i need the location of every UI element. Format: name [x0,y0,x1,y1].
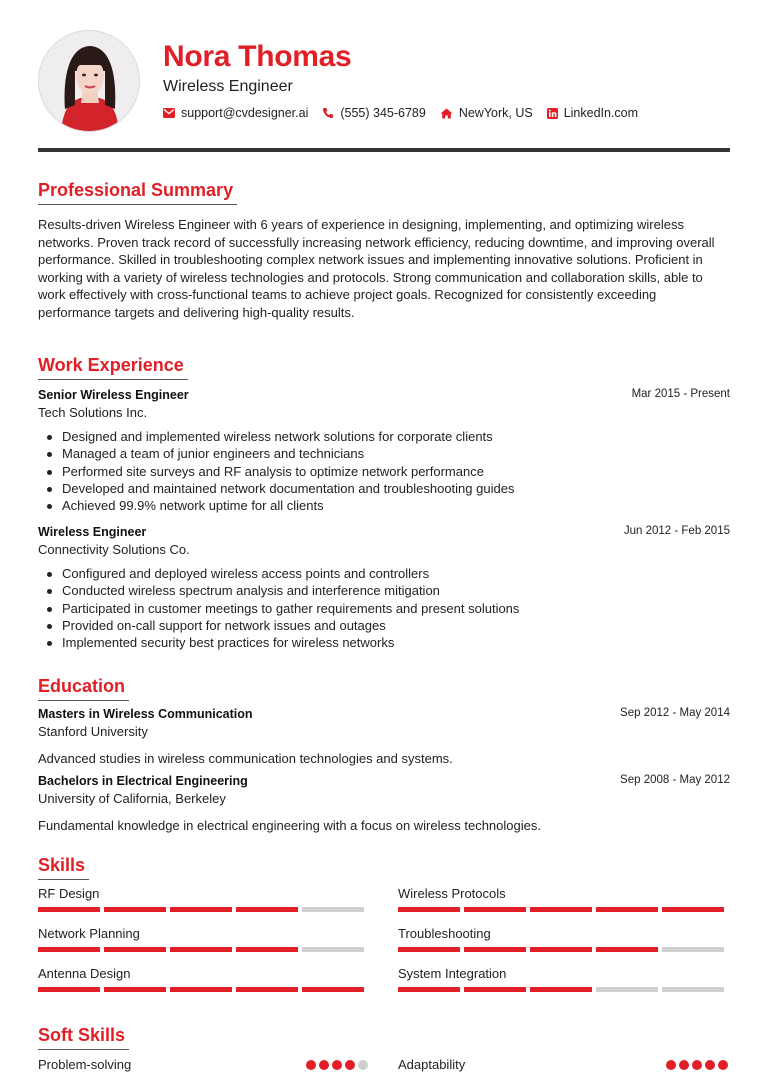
envelope-icon [163,108,175,118]
skill-segment-filled [530,907,592,912]
rating-dot-filled [332,1060,342,1070]
degree-title: Masters in Wireless Communication [38,707,253,721]
skill-segment-filled [530,947,592,952]
skill-name: Antenna Design [38,966,131,981]
rating-dot-filled [692,1060,702,1070]
skill-segment-filled [464,947,526,952]
skill-segment-filled [104,987,166,992]
soft-skill-name: Adaptability [398,1057,466,1072]
skill-segment-filled [104,947,166,952]
skill-segment-filled [236,907,298,912]
contact-email[interactable] [163,106,308,120]
profile-photo [38,30,140,132]
summary-heading: Professional Summary [38,180,237,205]
skill-segment-empty [662,947,724,952]
job-bullet: Conducted wireless spectrum analysis and interference mitigation [38,582,730,599]
job-bullet: Performed site surveys and RF analysis to optimize network performance [38,463,730,480]
job-company: Connectivity Solutions Co. [38,542,190,557]
skill-segment-empty [302,947,364,952]
soft-skills-heading: Soft Skills [38,1025,129,1050]
skill-segment-filled [236,947,298,952]
summary-text: Results-driven Wireless Engineer with 6 years of experience in designing, implementing, and optimizing wireless networks. Proven track record of successfully increasing network efficiency, reducing downtime, and improving overall performance. Skilled in troubleshooting complex network issues and implementing innovative solutions. Proficient in working with a variety of wireless technologies and protocols. Strong communication and collaboration skills, able to work effectively with cross-functional teams to achieve project goals. Recognized for consistently exceeding performance targets and delivering high-quality results. [38,217,715,320]
rating-dot-filled [679,1060,689,1070]
skill-name: RF Design [38,886,100,901]
skill-segment-filled [398,907,460,912]
job-bullet: Achieved 99.9% network uptime for all clients [38,497,730,514]
education-description: Fundamental knowledge in electrical engineering with a focus on wireless technologies. [38,818,541,833]
skill-segment-filled [596,947,658,952]
skill-segment-filled [38,947,100,952]
contact-location [440,106,533,120]
education-entry [38,707,730,766]
job-date: Jun 2012 - Feb 2015 [623,525,730,537]
job-bullet: Developed and maintained network documentation and troubleshooting guides [38,480,730,497]
skill-level-bar [398,907,728,912]
skill-segment-empty [596,987,658,992]
rating-dot-filled [306,1060,316,1070]
portrait-image [39,31,140,132]
skill-segment-filled [104,907,166,912]
skill-name: Network Planning [38,926,140,941]
job-bullet: Participated in customer meetings to gather requirements and present solutions [38,600,730,617]
education-entry [38,774,730,833]
soft-skill-rating [303,1060,368,1070]
degree-title: Bachelors in Electrical Engineering [38,774,248,788]
skill-level-bar [398,987,728,992]
email-text: support@cvdesigner.ai [181,106,309,120]
job-bullets [38,565,730,651]
soft-skill-rating [663,1060,728,1070]
skill-segment-filled [302,987,364,992]
soft-skill-item [38,1057,368,1072]
skill-segment-filled [530,987,592,992]
skill-segment-empty [302,907,364,912]
skill-segment-filled [662,907,724,912]
job-date: Mar 2015 - Present [631,388,730,400]
job-bullet: Managed a team of junior engineers and technicians [38,445,730,462]
education-description: Advanced studies in wireless communication technologies and systems. [38,751,453,766]
experience-heading: Work Experience [38,355,188,380]
skill-segment-filled [170,987,232,992]
job-bullet: Implemented security best practices for wireless networks [38,634,730,651]
skill-segment-filled [236,987,298,992]
job-bullet: Designed and implemented wireless network solutions for corporate clients [38,428,730,445]
skill-name: Wireless Protocols [398,886,506,901]
job-entry [38,525,730,651]
job-company: Tech Solutions Inc. [38,405,148,420]
contact-row [163,106,652,120]
header-divider [38,148,730,152]
job-title: Senior Wireless Engineer [38,388,189,402]
soft-skill-name: Problem-solving [38,1057,132,1072]
linkedin-icon [547,108,558,119]
candidate-name: Nora Thomas [163,40,352,73]
skill-item [398,926,728,952]
linkedin-text: LinkedIn.com [563,106,639,120]
resume-header [38,30,730,134]
skill-item [398,966,728,992]
skill-segment-filled [464,987,526,992]
skill-segment-filled [170,907,232,912]
skills-heading: Skills [38,855,89,880]
school-name: Stanford University [38,724,148,739]
skill-name: System Integration [398,966,507,981]
skill-segment-filled [38,987,100,992]
education-date: Sep 2008 - May 2012 [620,774,730,786]
skill-item [398,886,728,912]
skill-level-bar [38,947,368,952]
education-heading: Education [38,676,129,701]
skill-segment-empty [662,987,724,992]
skill-segment-filled [398,987,460,992]
job-title: Wireless Engineer [38,525,147,539]
job-bullet: Provided on-call support for network issues and outages [38,617,730,634]
job-bullets [38,428,730,514]
job-entry [38,388,730,514]
skill-segment-filled [170,947,232,952]
skill-segment-filled [464,907,526,912]
soft-skill-item [398,1057,728,1072]
rating-dot-empty [358,1060,368,1070]
skill-level-bar [38,987,368,992]
education-date: Sep 2012 - May 2014 [620,707,730,719]
rating-dot-filled [718,1060,728,1070]
skill-item [38,926,368,952]
skill-segment-filled [398,947,460,952]
rating-dot-filled [319,1060,329,1070]
rating-dot-filled [345,1060,355,1070]
skill-item [38,886,368,912]
phone-icon [322,107,334,119]
contact-linkedin[interactable] [547,106,638,120]
skill-segment-filled [596,907,658,912]
rating-dot-filled [705,1060,715,1070]
skill-item [38,966,368,992]
phone-text: (555) 345-6789 [340,106,426,120]
candidate-title: Wireless Engineer [163,78,293,95]
job-bullet: Configured and deployed wireless access points and controllers [38,565,730,582]
rating-dot-filled [666,1060,676,1070]
school-name: University of California, Berkeley [38,791,226,806]
skill-segment-filled [38,907,100,912]
home-icon [440,108,453,119]
location-text: NewYork, US [458,106,533,120]
skill-name: Troubleshooting [398,926,491,941]
contact-phone[interactable] [322,106,425,120]
skill-level-bar [398,947,728,952]
skill-level-bar [38,907,368,912]
